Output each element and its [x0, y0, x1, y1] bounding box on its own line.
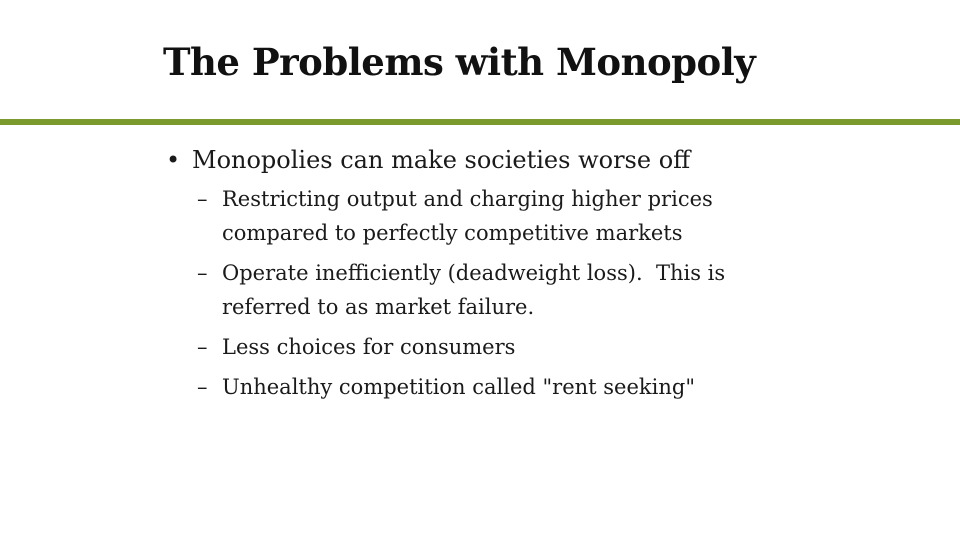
slide-body: [163, 140, 923, 410]
title-divider: [0, 119, 960, 125]
slide-title: The Problems with Monopoly: [163, 40, 756, 84]
sub-bullet-item: [197, 370, 923, 404]
sub-bullet-marker: –: [197, 375, 208, 399]
bullet-marker: •: [166, 146, 181, 174]
main-bullet-text: Monopolies can make societies worse off: [192, 146, 691, 174]
main-bullet: [163, 140, 923, 180]
sub-bullet-item: [197, 182, 923, 250]
sub-bullet-list: [197, 182, 923, 404]
sub-bullet-item: [197, 256, 923, 324]
sub-bullet-text: Restricting output and charging higher prices compared to perfectly competitive markets: [222, 187, 713, 245]
sub-bullet-marker: –: [197, 261, 208, 285]
sub-bullet-marker: –: [197, 187, 208, 211]
sub-bullet-item: [197, 330, 923, 364]
sub-bullet-text: Less choices for consumers: [222, 335, 516, 359]
sub-bullet-text: Operate inefficiently (deadweight loss). This is referred to as market failure.: [222, 261, 732, 319]
sub-bullet-text: Unhealthy competition called "rent seeking": [222, 375, 695, 399]
sub-bullet-marker: –: [197, 335, 208, 359]
